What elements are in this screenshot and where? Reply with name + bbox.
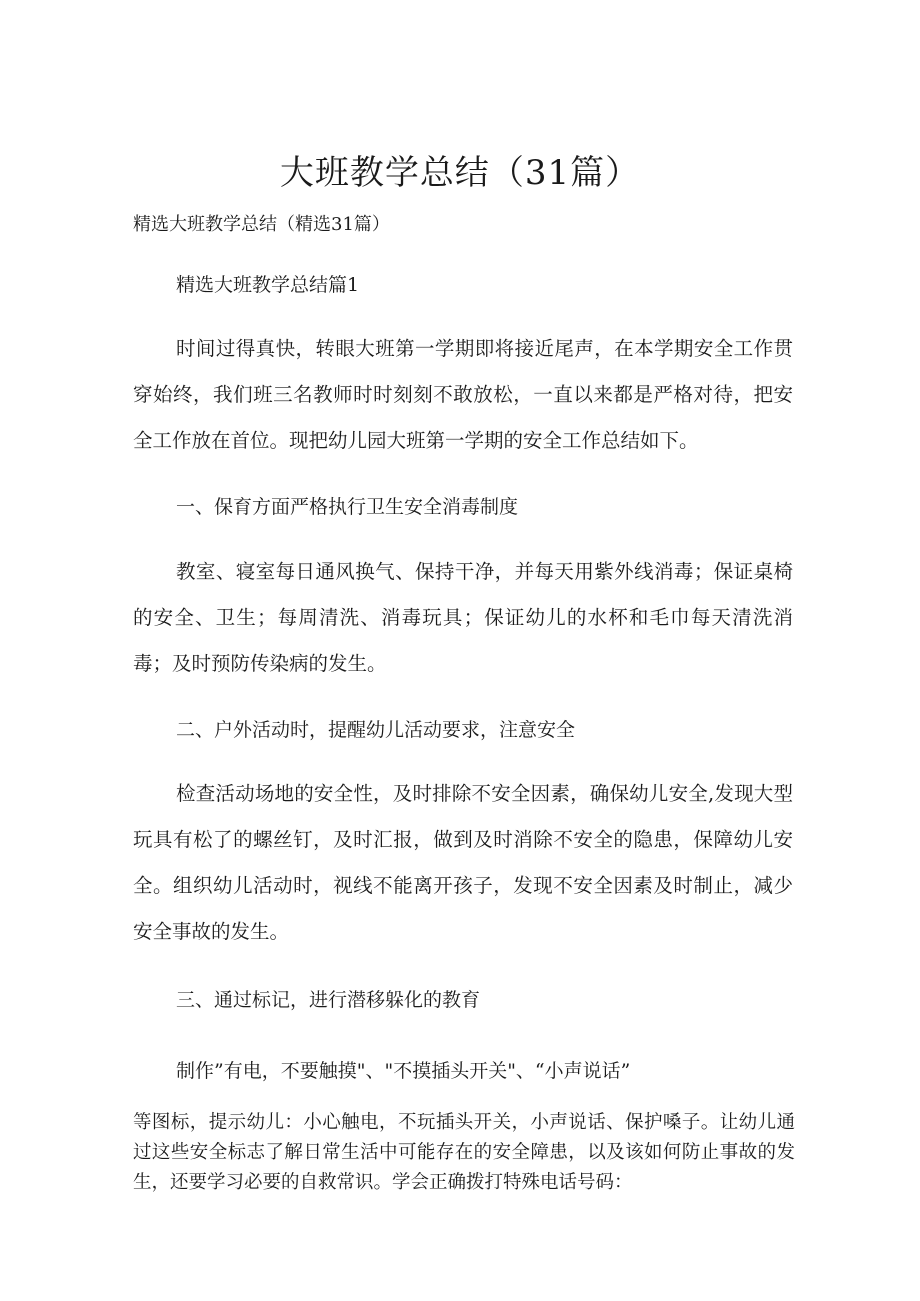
heading-outdoor: 二、户外活动时，提醒幼儿活动要求，注意安全 <box>176 719 576 741</box>
outdoor-paragraph: 检查活动场地的安全性，及时排除不安全因素，确保幼儿安全,发现大型玩具有松了的螺丝钉，及时汇报，做到及时消除不安全的隐患，保障幼儿安全。组织幼儿活动时，视线不能离开孩子，发现不安全因素及时制止，减少安全事故的发生。 <box>133 782 793 943</box>
heading-hygiene: 一、保育方面严格执行卫生安全消毒制度 <box>176 496 519 518</box>
hygiene-paragraph: 教室、寝室每日通风换气、保持干净，并每天用紫外线消毒；保证桌椅的安全、卫生；每周清洗、消毒玩具；保证幼儿的水杯和毛巾每天清洗消毒；及时预防传染病的发生。 <box>133 560 793 675</box>
section-title: 精选大班教学总结篇1 <box>176 274 360 296</box>
signs-paragraph: 等图标，提示幼儿：小心触电，不玩插头开关，小声说话、保护嗓子。让幼儿通过这些安全标志了解日常生活中可能存在的安全障患，以及该如何防止事故的发生，还要学习必要的自救常识。学会正确拨打特殊电话号码： <box>133 1112 795 1193</box>
document-title: 大班教学总结（31篇） <box>279 153 641 193</box>
intro-paragraph: 时间过得真快，转眼大班第一学期即将接近尾声，在本学期安全工作贯穿始终，我们班三名教师时时刻刻不敢放松，一直以来都是严格对待，把安全工作放在首位。现把幼儿园大班第一学期的安全工作总结如下。 <box>133 337 793 452</box>
signs-line: 制作”有电，不要触摸"、"不摸插头开关"、“小声说话” <box>176 1060 631 1082</box>
document-subtitle: 精选大班教学总结（精选31篇） <box>133 214 390 235</box>
heading-signs: 三、通过标记，进行潜移躲化的教育 <box>176 989 481 1011</box>
